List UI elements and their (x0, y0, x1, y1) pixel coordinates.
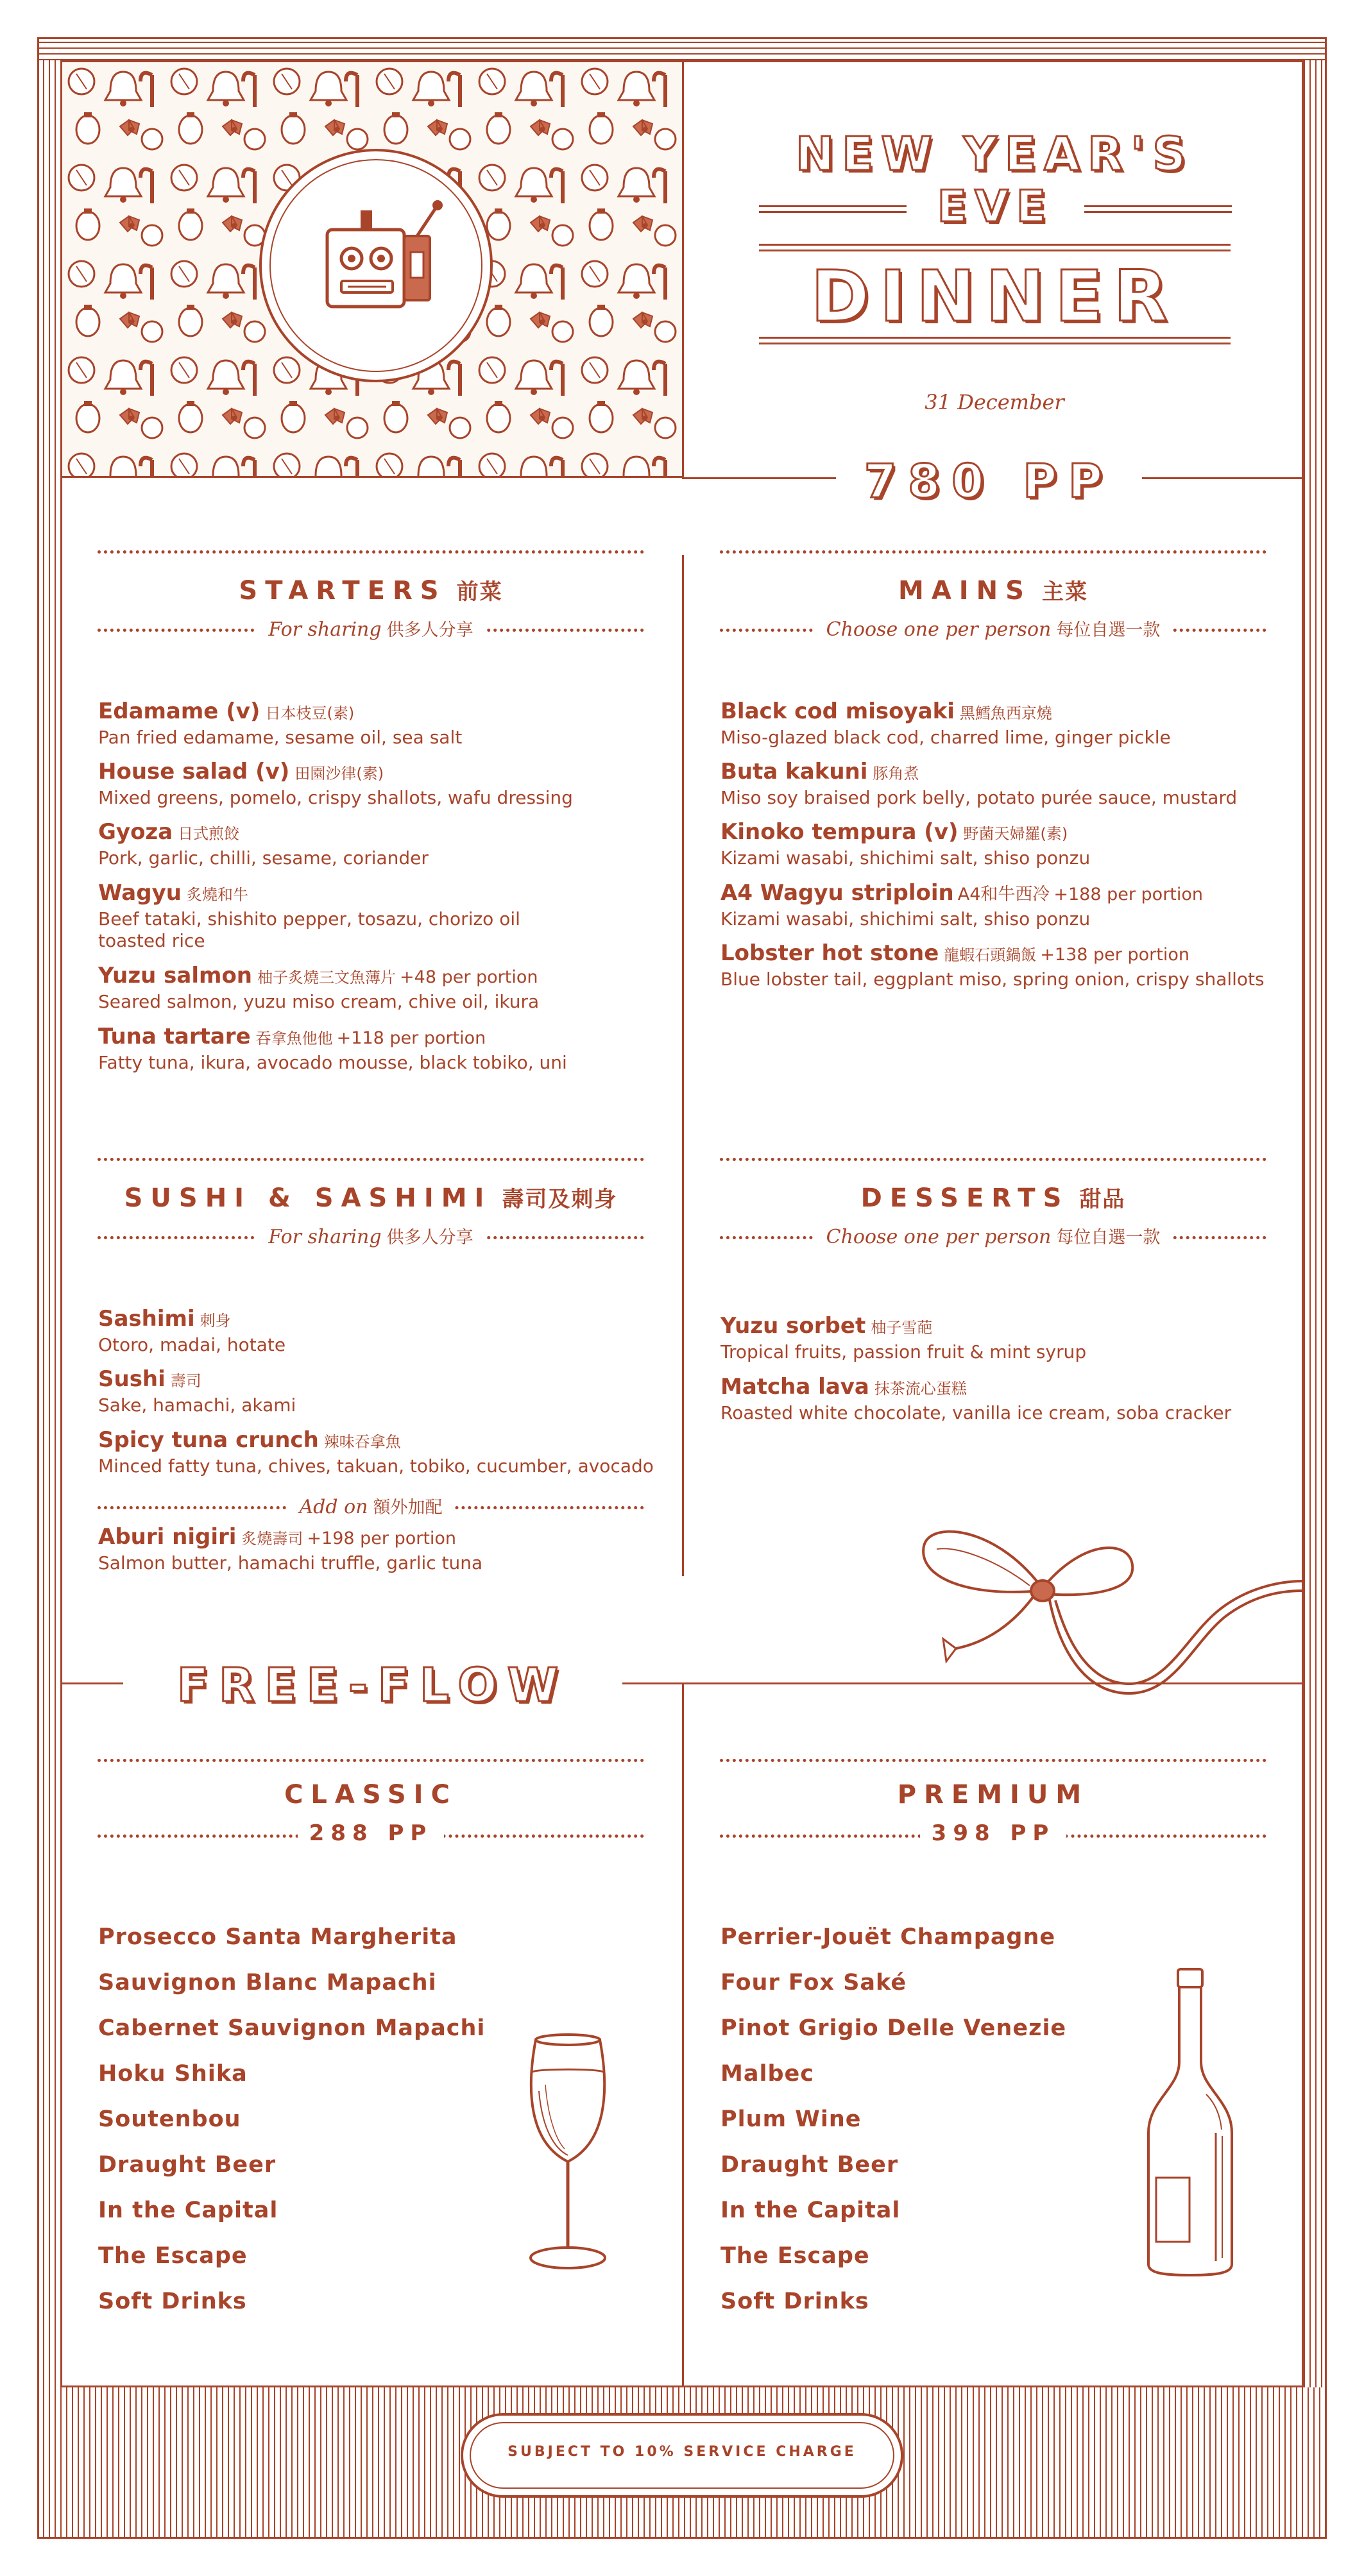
addon-zh: 炙燒壽司 (241, 1530, 303, 1548)
starter-name-2: House salad (v) (98, 759, 290, 784)
starters-title (98, 574, 644, 606)
main-extra-5: +138 per portion (1040, 945, 1189, 965)
set-price: 780 PP (864, 454, 1114, 508)
sushi-subtitle (257, 1226, 484, 1248)
freeflow-rule-left (62, 1682, 123, 1684)
sushi-item-1 (98, 1305, 286, 1356)
mains-title-zh: 主菜 (1041, 579, 1088, 605)
premium-drink-4: Malbec (720, 2061, 814, 2087)
ribbon-bow-icon (917, 1501, 1302, 1706)
starters-title-zh: 前菜 (456, 579, 503, 605)
title-rule-top (759, 244, 1231, 251)
desserts-subtitle-text: Choose one per person (826, 1226, 1052, 1248)
addon-name: Aburi nigiri (98, 1524, 237, 1550)
wine-glass-icon (520, 2033, 616, 2277)
starter-item-1 (98, 698, 462, 749)
starters-subtitle-zh: 供多人分享 (386, 620, 473, 640)
premium-title: PREMIUM (897, 1780, 1089, 1809)
premium-drink-6: Draught Beer (720, 2152, 899, 2178)
main-desc-1: Miso-glazed black cod, charred lime, ginger pickle (720, 727, 1171, 748)
main-zh-1: 黑鱈魚西京燒 (959, 704, 1052, 722)
premium-price: 398 PP (920, 1820, 1067, 1846)
dessert-name-1: Yuzu sorbet (720, 1313, 866, 1339)
addon-item (98, 1523, 482, 1574)
freeflow-title: FREE-FLOW (177, 1658, 568, 1712)
classic-drink-4: Hoku Shika (98, 2061, 248, 2087)
starter-item-5 (98, 962, 539, 1013)
classic-price-wrap (98, 1820, 644, 1846)
starters-subtitle (257, 618, 484, 641)
starters-subtitle-text: For sharing (268, 618, 382, 641)
starter-zh-4: 炙燒和牛 (186, 886, 248, 904)
column-divider-upper (682, 555, 684, 1576)
mains-subtitle-text: Choose one per person (826, 618, 1052, 641)
mains-title-text: MAINS (898, 576, 1032, 606)
starter-desc-5: Seared salmon, yuzu miso cream, chive oil, ikura (98, 991, 540, 1012)
dessert-zh-2: 抹茶流心蛋糕 (874, 1380, 967, 1398)
dessert-item-2 (720, 1373, 1231, 1424)
main-name-1: Black cod misoyaki (720, 699, 955, 724)
classic-rule-top (98, 1759, 644, 1762)
desserts-subtitle-zh: 每位自選一款 (1056, 1228, 1161, 1248)
starter-item-4 (98, 879, 520, 952)
classic-drink-7: In the Capital (98, 2198, 278, 2223)
service-charge-note: SUBJECT TO 10% SERVICE CHARGE (507, 2444, 857, 2460)
premium-rule-top (720, 1759, 1266, 1762)
sushi-title (98, 1182, 644, 1213)
premium-price-wrap (720, 1820, 1266, 1846)
freeflow-rule-right (622, 1682, 1304, 1684)
starter-zh-5: 柚子炙燒三文魚薄片 (257, 969, 396, 987)
dessert-desc-1: Tropical fruits, passion fruit & mint syrup (720, 1341, 1087, 1362)
starter-zh-6: 吞拿魚他他 (255, 1030, 333, 1047)
mains-subtitle-wrap (720, 616, 1266, 641)
starter-extra-6: +118 per portion (336, 1028, 486, 1048)
starter-desc-4b: toasted rice (98, 930, 205, 951)
main-desc-5: Blue lobster tail, eggplant miso, spring onion, crispy shallots (720, 969, 1265, 990)
sushi-desc-3: Minced fatty tuna, chives, takuan, tobiko, cucumber, avocado (98, 1455, 654, 1477)
starter-name-5: Yuzu salmon (98, 963, 253, 988)
classic-drink-5: Soutenbou (98, 2106, 241, 2132)
classic-drink-3: Cabernet Sauvignon Mapachi (98, 2015, 486, 2041)
classic-drink-6: Draught Beer (98, 2152, 277, 2178)
premium-drink-7: In the Capital (720, 2198, 901, 2223)
desserts-title-zh: 甜品 (1079, 1187, 1126, 1212)
main-zh-5: 龍蝦石頭鍋飯 (944, 946, 1037, 964)
sushi-title-zh: 壽司及刺身 (502, 1187, 618, 1212)
mains-subtitle-zh: 每位自選一款 (1056, 620, 1161, 640)
sushi-desc-2: Sake, hamachi, akami (98, 1394, 296, 1416)
sushi-zh-1: 刺身 (200, 1312, 231, 1330)
dessert-desc-2: Roasted white chocolate, vanilla ice cream, soba cracker (720, 1402, 1232, 1423)
main-name-2: Buta kakuni (720, 759, 868, 784)
classic-drink-9: Soft Drinks (98, 2289, 247, 2314)
starters-title-text: STARTERS (239, 576, 447, 606)
column-divider-lower (682, 1684, 684, 2387)
starter-item-2 (98, 758, 573, 809)
main-desc-2: Miso soy braised pork belly, potato purée sauce, mustard (720, 787, 1238, 808)
title-rule-bottom (759, 337, 1231, 344)
starter-zh-3: 日式煎餃 (178, 825, 240, 843)
starter-name-6: Tuna tartare (98, 1024, 251, 1049)
starter-item-6 (98, 1023, 567, 1074)
starter-desc-2: Mixed greens, pomelo, crispy shallots, wafu dressing (98, 787, 573, 808)
starter-desc-1: Pan fried edamame, sesame oil, sea salt (98, 727, 463, 748)
mains-subtitle (815, 618, 1172, 641)
main-name-4: A4 Wagyu striploin (720, 880, 954, 906)
addon-label-wrap (98, 1493, 644, 1518)
sushi-desc-1: Otoro, madai, hotate (98, 1334, 286, 1355)
dessert-zh-1: 柚子雪葩 (871, 1319, 933, 1337)
main-item-5 (720, 940, 1265, 990)
addon-desc: Salmon butter, hamachi truffle, garlic tuna (98, 1552, 483, 1573)
dessert-name-2: Matcha lava (720, 1374, 869, 1400)
main-zh-3: 野菌天婦羅(素) (963, 825, 1068, 843)
sushi-zh-3: 辣味吞拿魚 (323, 1433, 401, 1451)
mains-title (720, 574, 1266, 606)
sushi-subtitle-zh: 供多人分享 (386, 1228, 473, 1248)
main-zh-4: A4和牛西冷 (957, 885, 1050, 904)
classic-price: 288 PP (298, 1820, 445, 1846)
main-extra-4: +188 per portion (1053, 885, 1204, 904)
classic-drink-1: Prosecco Santa Margherita (98, 1924, 457, 1950)
desserts-subtitle-wrap (720, 1223, 1266, 1248)
sushi-zh-2: 壽司 (170, 1372, 201, 1390)
main-zh-2: 豚角煮 (873, 765, 919, 783)
starter-desc-3: Pork, garlic, chilli, sesame, coriander (98, 847, 429, 869)
starters-subtitle-wrap (98, 616, 644, 641)
main-desc-4: Kizami wasabi, shichimi salt, shiso ponzu (720, 908, 1091, 929)
addon-extra: +198 per portion (307, 1529, 457, 1548)
sushi-rule-top (98, 1158, 644, 1161)
title-rule-right (1084, 205, 1232, 213)
title-line3: DINNER (810, 255, 1179, 337)
premium-drink-8: The Escape (720, 2243, 870, 2269)
sushi-item-2 (98, 1366, 296, 1416)
premium-drink-9: Soft Drinks (720, 2289, 869, 2314)
classic-drink-8: The Escape (98, 2243, 248, 2269)
starter-zh-1: 日本枝豆(素) (265, 704, 355, 722)
dessert-item-1 (720, 1312, 1086, 1363)
starter-item-3 (98, 818, 429, 869)
desserts-rule-top (720, 1158, 1266, 1161)
title-line1: NEW YEAR'S (795, 127, 1194, 181)
starter-extra-5: +48 per portion (400, 967, 538, 987)
robot-medallion (259, 149, 493, 382)
title-rule-left (759, 205, 907, 213)
starter-name-3: Gyoza (98, 819, 173, 845)
mains-rule-top (720, 550, 1266, 554)
service-charge-badge (461, 2413, 903, 2498)
premium-drink-2: Four Fox Saké (720, 1970, 907, 1996)
event-date: 31 December (925, 390, 1064, 414)
starter-name-4: Wagyu (98, 880, 182, 906)
starter-desc-4: Beef tataki, shishito pepper, tosazu, chorizo oil (98, 908, 520, 929)
sushi-subtitle-text: For sharing (268, 1226, 382, 1248)
desserts-title (720, 1182, 1266, 1213)
main-item-3 (720, 818, 1090, 869)
sushi-name-3: Spicy tuna crunch (98, 1427, 319, 1453)
price-rule-left (682, 477, 836, 479)
premium-drink-1: Perrier-Jouët Champagne (720, 1924, 1056, 1950)
sushi-item-3 (98, 1427, 654, 1477)
main-item-1 (720, 698, 1171, 749)
addon-label-text: Add on (299, 1496, 368, 1518)
main-item-2 (720, 758, 1237, 809)
wine-bottle-icon (1136, 1966, 1245, 2280)
main-item-4 (720, 879, 1203, 930)
price-rule-right (1142, 477, 1304, 479)
sushi-title-text: SUSHI & SASHIMI (124, 1183, 492, 1213)
starter-zh-2: 田園沙律(素) (294, 765, 384, 783)
sushi-name-1: Sashimi (98, 1306, 195, 1332)
premium-drink-5: Plum Wine (720, 2106, 862, 2132)
starter-name-1: Edamame (v) (98, 699, 260, 724)
premium-drink-3: Pinot Grigio Delle Venezie (720, 2015, 1067, 2041)
addon-label (288, 1496, 454, 1518)
starter-desc-6: Fatty tuna, ikura, avocado mousse, black tobiko, uni (98, 1052, 567, 1073)
classic-drink-2: Sauvignon Blanc Mapachi (98, 1970, 437, 1996)
desserts-title-text: DESSERTS (860, 1183, 1070, 1213)
starters-rule-top (98, 550, 644, 554)
addon-label-zh: 額外加配 (373, 1498, 443, 1518)
title-line2: EVE (937, 182, 1054, 232)
robot-icon (302, 191, 456, 345)
main-name-3: Kinoko tempura (v) (720, 819, 959, 845)
main-name-5: Lobster hot stone (720, 940, 939, 966)
classic-title: CLASSIC (284, 1780, 457, 1809)
sushi-name-2: Sushi (98, 1366, 166, 1392)
sushi-subtitle-wrap (98, 1223, 644, 1248)
main-desc-3: Kizami wasabi, shichimi salt, shiso ponzu (720, 847, 1091, 869)
desserts-subtitle (815, 1226, 1172, 1248)
